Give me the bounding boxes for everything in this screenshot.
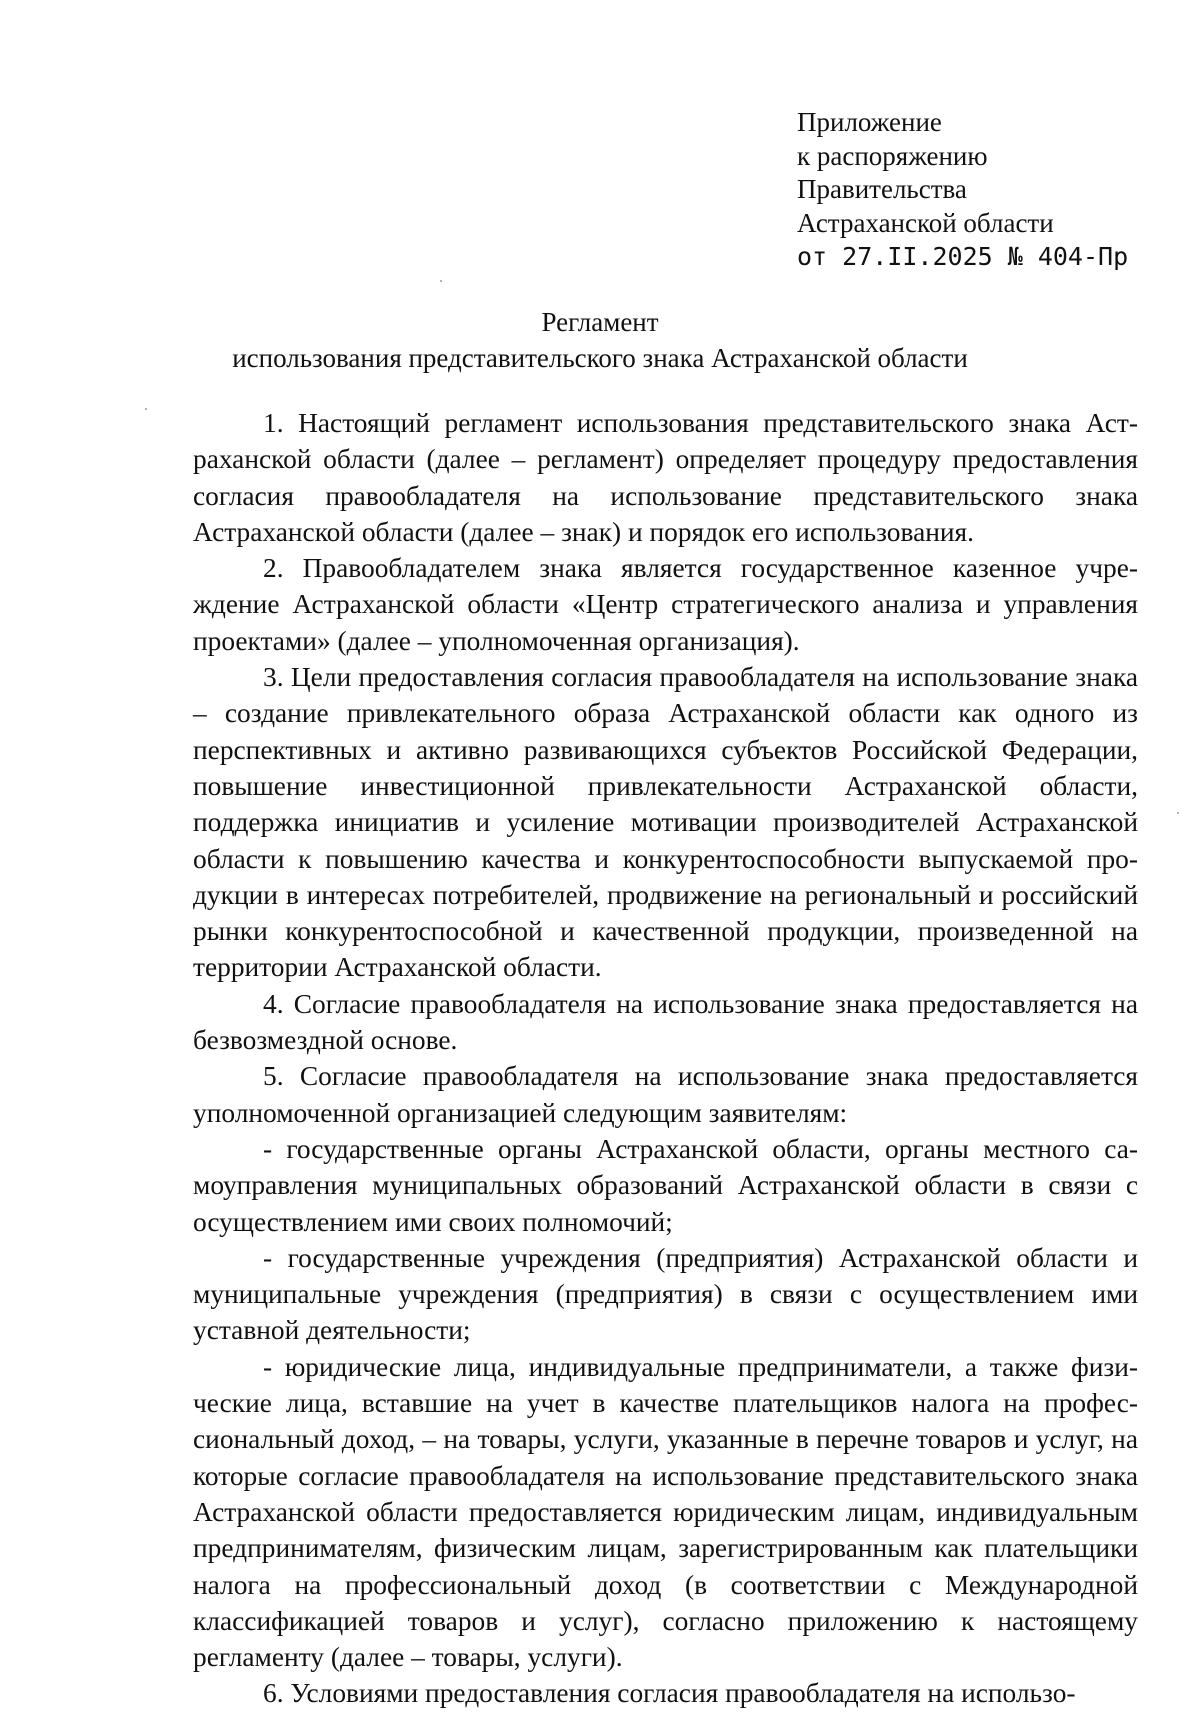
approval-line-date-number: от 27.II.2025 № 404-Пр bbox=[797, 242, 1129, 271]
approval-block bbox=[797, 106, 1128, 274]
scan-speck bbox=[145, 408, 147, 410]
approval-line-appendix: Приложение bbox=[797, 107, 942, 137]
paragraph-5: 5. Согласие правообладателя на использование знака предоставляется уполномоченной организацией следующим заявителям: bbox=[193, 1061, 1138, 1128]
list-item-state-bodies: - государственные органы Астраханской области, органы местного самоуправления муниципальных образований Астраханской области в связи с осуществлением ими своих полномочий; bbox=[193, 1133, 1138, 1237]
document-title bbox=[190, 304, 1010, 376]
paragraph-4: 4. Согласие правообладателя на использование знака предоставляется на безвозмездной основе. bbox=[193, 988, 1138, 1056]
list-item-state-institutions: - государственные учреждения (предприятия) Астраханской области и муниципальные учреждения (предприятия) в связи с осуществлением ими уставной деятельности; bbox=[193, 1242, 1138, 1346]
title-line-subject: использования представительского знака Астраханской области bbox=[232, 343, 968, 373]
paragraph-2: 2. Правообладателем знака является государственное казенное учреждение Астраханской области «Центр стратегического анализа и управления проектами» (далее – уполномоченная организация). bbox=[193, 553, 1138, 656]
scan-speck bbox=[440, 280, 442, 282]
approval-line-order: к распоряжению bbox=[797, 140, 988, 171]
document-body bbox=[193, 405, 1138, 1712]
title-line-regulation: Регламент bbox=[541, 307, 659, 337]
list-item-legal-entities: - юридические лица, индивидуальные предприниматели, а также физические лица, вставшие на учет в качестве плательщиков налога на профессиональный доход, – на товары, услуги, указанные в перечне товаров и услуг, на которые согласие правообладателя на использование представительского знака Астраханской области предоставляется юридическим лицам, индивидуальным предпринимателям, физическим лицам, зарегистрированным как плательщики налога на профессиональный доход (в соответствии с Международной классификацией товаров и услуг), согласно приложению к настоящему регламенту (далее – товары, услуги). bbox=[193, 1351, 1138, 1673]
approval-line-region: Астраханской области bbox=[797, 207, 1054, 238]
paragraph-1: 1. Настоящий регламент использования представительского знака Астраханской области (далее – регламент) определяет процедуру предоставления согласия правообладателя на использование представительского знака Астраханской области (далее – знак) и порядок его использования. bbox=[193, 408, 1138, 547]
approval-line-government: Правительства bbox=[797, 174, 967, 204]
paragraph-6: 6. Условиями предоставления согласия правообладателя на использо- bbox=[263, 1678, 1076, 1709]
paragraph-3: 3. Цели предоставления согласия правообладателя на использование знака – создание привлекательного образа Астраханской области как одного из перспективных и активно развивающихся субъектов Российской Федерации, повышение инвестиционной привлекательности Астраханской области, поддержка инициатив и усиление мотивации производителей Астраханской области к повышению качества и конкурентоспособности выпускаемой продукции в интересах потребителей, продвижение на региональный и российский рынки конкурентоспособной и качественной продукции, произведенной на территории Астраханской области. bbox=[193, 662, 1138, 983]
scan-speck bbox=[1177, 812, 1179, 814]
